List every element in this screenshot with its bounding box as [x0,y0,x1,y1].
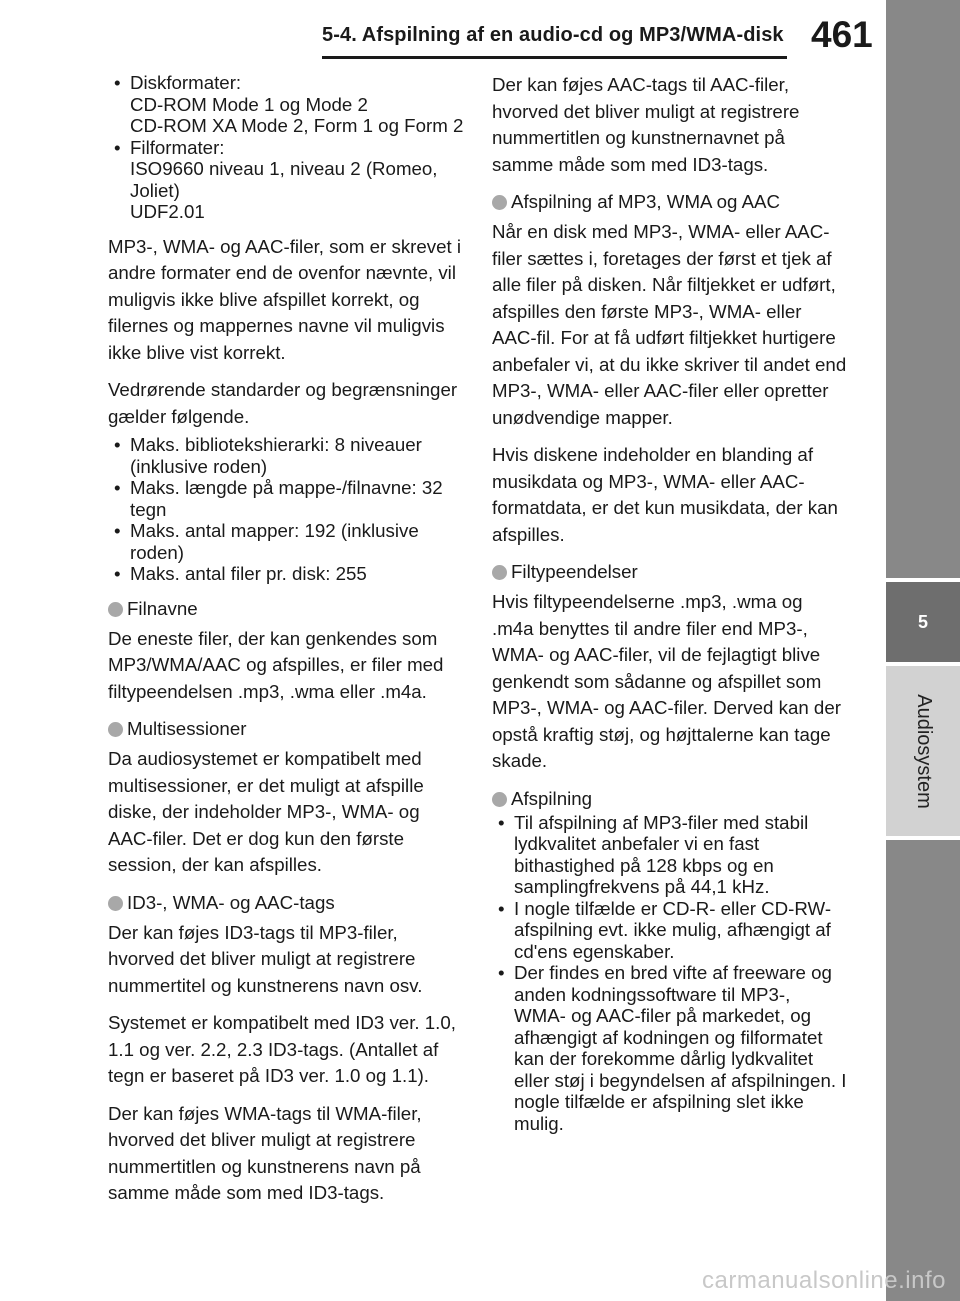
bullet-dot-icon [108,896,123,911]
paragraph: Hvis filtypeendelserne .mp3, .wma og .m4a benyttes til andre filer end MP3-, WMA- og AAC-filer, vil de fejlagtigt blive genkendt som sådanne og afspillet som MP3-, WMA- og AAC-filer. Derved kan der opstå kraftig støj, og højttalerne kan tage skade. [492,591,841,771]
format-title: • Diskformater: [130,72,242,93]
list-item [108,137,468,223]
paragraph: De eneste filer, der kan genkendes som MP3/WMA/AAC og afspilles, er filer med filtypeendelsen .mp3, .wma eller .m4a. [108,627,444,702]
chapter-number: 5 [917,611,928,632]
bullet-dot-icon [492,195,507,210]
heading-text: Filnavne [127,597,198,619]
list-item: • Til afspilning af MP3-filer med stabil lydkvalitet anbefaler vi en fast bithastighed på 128 kbps og en samplingfrekvens på 44,1 kHz. [492,812,847,898]
page-number: 461 [811,14,873,55]
paragraph: MP3-, WMA- og AAC-filer, som er skrevet i andre formater end de ovenfor nævnte, vil muligvis ikke blive afspillet korrekt, og filernes og mappernes navne vil muligvis ikke blive vist korrekt. [108,235,462,363]
list-item: • Maks. antal mapper: 192 (inklusive roden) [108,520,468,563]
paragraph: Når en disk med MP3-, WMA- eller AAC-filer sættes i, foretages der først et tjek af alle filer på disken. Når filtjekket er udført, afspilles den første MP3-, WMA- eller AAC-fil. For at få udført filtjekket hurtigere anbefaler vi, at du ikke skriver til andet end MP3-, WMA- eller AAC-filer eller opretter unødvendige mapper. [492,221,847,428]
chapter-tab-upper [886,0,960,578]
chapter-label: Audiosystem [912,693,935,809]
format-line: CD-ROM XA Mode 2, Form 1 og Form 2 [130,115,464,136]
watermark: carmanualsonline.info [702,1267,946,1294]
section-heading [492,559,847,585]
list-item: • Maks. længde på mappe-/filnavne: 32 tegn [108,477,468,520]
heading-text: Afspilning af MP3, WMA og AAC [511,191,781,212]
format-line: UDF2.01 [130,201,205,222]
paragraph: Da audiosystemet er kompatibelt med multisessioner, er det muligt at afspille diske, der indeholder MP3-, WMA- og AAC-filer. Det er dog kun den første session, der kan afspilles. [108,748,424,875]
chapter-number-tab [886,582,960,662]
bullet-dot-icon [108,722,123,737]
paragraph: Der kan føjes ID3-tags til MP3-filer, hvorved det bliver muligt at registrere nummertitel og kunstnerens navn osv. [108,921,423,996]
bullet-dot-icon [492,565,507,580]
format-line: CD-ROM Mode 1 og Mode 2 [130,93,368,115]
section-title: 5-4. Afspilning af en audio-cd og MP3/WMA-disk [322,24,784,46]
chapter-tab-lower [886,840,960,1301]
playback-list [492,812,847,1135]
heading-text: ID3-, WMA- og AAC-tags [127,891,335,913]
bullet-dot-icon [108,602,123,617]
section-heading [108,596,468,622]
format-line: ISO9660 niveau 1, niveau 2 (Romeo, Joliet) [130,158,438,201]
paragraph: Der kan føjes WMA-tags til WMA-filer, hvorved det bliver muligt at registrere nummertitlen og kunstnerens navn på samme måde som med ID3-tags. [108,1102,422,1203]
list-item: • I nogle tilfælde er CD-R- eller CD-RW-afspilning evt. ikke mulig, afhængigt af cd'ens egenskaber. [492,898,847,963]
paragraph: Der kan føjes AAC-tags til AAC-filer, hvorved det bliver muligt at registrere nummertitlen og kunstnernavnet på samme måde som med ID3-tags. [492,74,800,175]
right-column [492,72,847,1145]
left-column [108,72,468,1218]
format-list [108,72,468,223]
section-heading [492,189,847,215]
limits-list [108,434,468,585]
header-rule [322,56,787,59]
heading-text: Filtypeendelser [511,561,638,582]
list-item: • Maks. bibliotekshierarki: 8 niveauer (inklusive roden) [108,434,468,477]
paragraph: Hvis diskene indeholder en blanding af musikdata og MP3-, WMA- eller AAC-formatdata, er det kun musikdata, der kan afspilles. [492,444,838,545]
paragraph: Vedrørende standarder og begrænsninger gælder følgende. [108,379,458,427]
section-heading [492,786,847,812]
list-item: • Der findes en bred vifte af freeware og anden kodningssoftware til MP3-, WMA- og AAC-filer på markedet, og afhængigt af kodningen og filformatet kan der forekomme dårlig lydkvalitet eller støj i begyndelsen af afspilningen. I nogle tilfælde er afspilning slet ikke mulig. [492,962,847,1134]
section-heading [108,890,468,916]
chapter-label-wrap [886,666,960,836]
paragraph: Systemet er kompatibelt med ID3 ver. 1.0, 1.1 og ver. 2.2, 2.3 ID3-tags. (Antallet af tegn er baseret på ID3 ver. 1.0 og 1.1). [108,1012,456,1086]
list-item: • Maks. antal filer pr. disk: 255 [108,563,468,585]
bullet-dot-icon [492,792,507,807]
list-item [108,72,468,137]
heading-text: Afspilning [511,787,593,809]
format-title: • Filformater: [130,136,225,158]
heading-text: Multisessioner [127,718,247,739]
section-heading [108,716,468,742]
